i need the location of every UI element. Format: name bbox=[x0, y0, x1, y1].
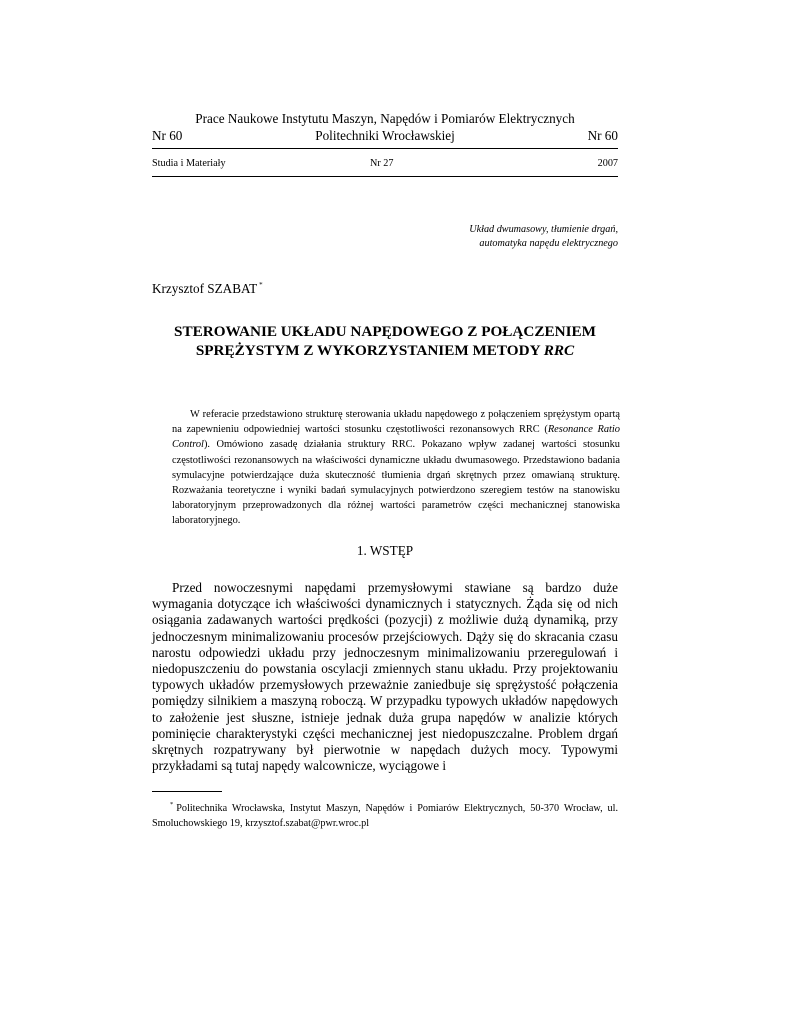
title-line-2-main: SPRĘŻYSTYM Z WYKORZYSTANIEM METODY bbox=[195, 342, 540, 359]
author-name: Krzysztof SZABAT bbox=[152, 281, 258, 296]
body-paragraph: Przed nowoczesnymi napędami przemysłowymi stawiane są bardzo duże wymagania dotyczące ich właściwości dynamicznych i statycznych. Żąda się od nich osiągania zadawanych wartości prędkości (pozycji) z możliwie dużą dynamiką, przy jednoczesnym minimalizowaniu procesów przejściowych. Dąży się do skracania czasu narostu odpowiedzi układu przy jednoczesnym minimalizowaniu przeregulowań i niedopuszczeniu do powstania oscylacji zmiennych stanu układu. Przy projektowaniu typowych układów przemysłowych przeważnie zaniedbuje się sprężystość połączenia pomiędzy silnikiem a maszyną roboczą. W przypadku typowych układów napędowych to założenie jest słuszne, istnieje jednak duża grupa napędów w analizie których pominięcie charakterystyki części mechanicznej jest niedopuszczalne. Problem drgań skrętnych rozpatrywany był pierwotnie w napędach dużych mocy. Typowymi przykładami są tutaj napędy walcownicze, wyciągowe i bbox=[152, 580, 618, 774]
abstract bbox=[172, 407, 620, 529]
header-institution: Politechniki Wrocławskiej bbox=[315, 128, 455, 143]
header-rule bbox=[152, 148, 618, 149]
footnote-rule bbox=[152, 791, 222, 792]
footnote bbox=[152, 797, 618, 831]
title-line-2 bbox=[152, 341, 618, 360]
title-line-2-italic: RRC bbox=[543, 342, 575, 359]
series-name: Studia i Materiały bbox=[152, 158, 226, 169]
series-issue: Nr 27 bbox=[370, 158, 394, 169]
header-left-number: Nr 60 bbox=[152, 128, 183, 143]
body-text bbox=[152, 580, 618, 774]
abstract-italic: Resonance Ratio Control bbox=[172, 424, 620, 451]
abstract-part-2: ). Omówiono zasadę działania struktury RRC. Pokazano wpływ zadanej wartości stosunku częstotliwości rezonansowych na właściwości dynamiczne układu dwumasowego. Przedstawiono badania symulacyjne potwierdzające duża skuteczność tłumienia drgań skrętnych przez omawianą strukturę. Rozważania teoretyczne i wyniki badań symulacyjnych potwierdzono szeregiem testów na stanowisku laboratoryjnym przeprowadzonych dla różnej wartości parametrów części mechanicznej stanowiska laboratoryjnego. bbox=[172, 439, 620, 527]
header-right-number: Nr 60 bbox=[587, 128, 618, 143]
section-heading: 1. WSTĘP bbox=[356, 543, 414, 558]
title-line-1: STEROWANIE UKŁADU NAPĘDOWEGO Z POŁĄCZENIEM bbox=[174, 323, 596, 340]
footnote-text: Politechnika Wrocławska, Instytut Maszyn, Napędów i Pomiarów Elektrycznych, 50-370 Wrocław, ul. Smoluchowskiego 19, krzysztof.szabat@pwr.wroc.pl bbox=[152, 803, 618, 829]
series-rule bbox=[152, 176, 618, 177]
journal-title: Prace Naukowe Instytutu Maszyn, Napędów i Pomiarów Elektrycznych bbox=[195, 111, 575, 126]
abstract-part-1: W referacie przedstawiono strukturę sterowania układu napędowego z połączeniem sprężystym opartą na zapewnieniu odpowiedniej wartości stosunku częstotliwości rezonansowych RRC ( bbox=[172, 409, 620, 436]
keywords-line-2: automatyka napędu elektrycznego bbox=[479, 238, 618, 249]
paper-title bbox=[152, 322, 618, 360]
author-footnote-marker: * bbox=[259, 281, 263, 289]
keywords-line-1: Układ dwumasowy, tłumienie drgań, bbox=[469, 224, 618, 235]
journal-header-row bbox=[152, 128, 618, 144]
author bbox=[152, 277, 263, 297]
series-year: 2007 bbox=[597, 158, 618, 169]
footnote-marker: * bbox=[170, 801, 174, 808]
keywords bbox=[318, 223, 618, 251]
series-row bbox=[152, 158, 618, 170]
